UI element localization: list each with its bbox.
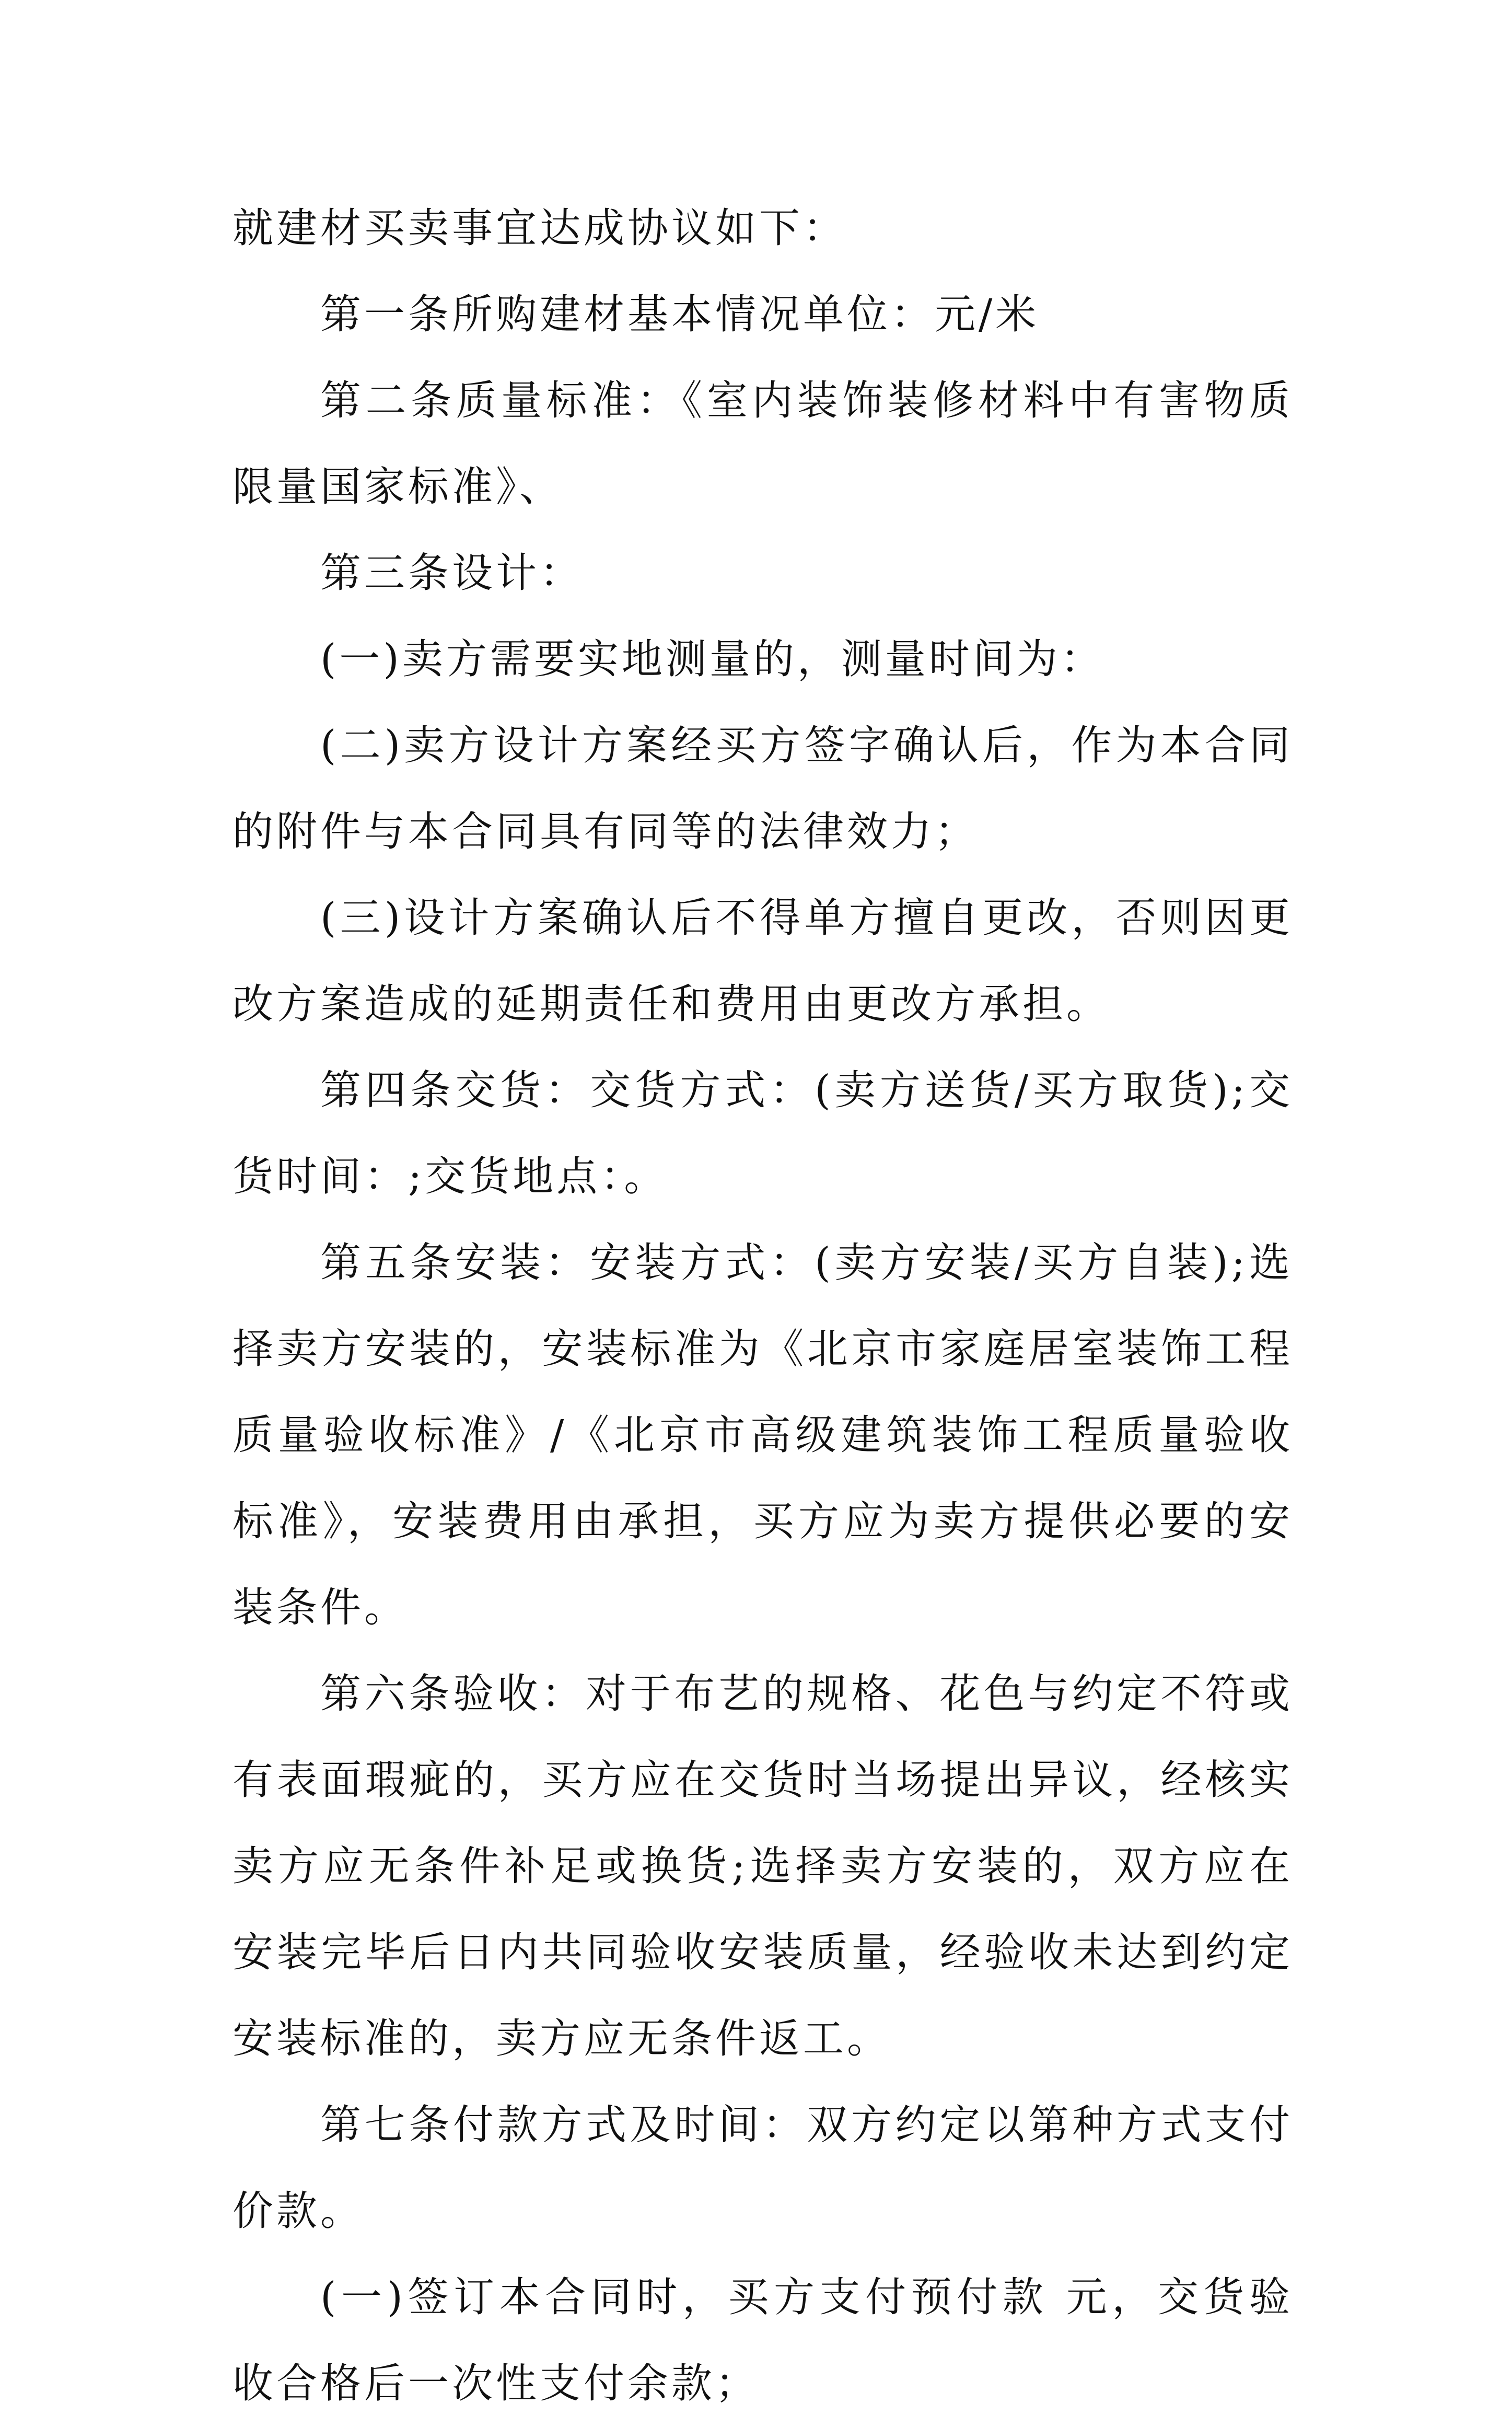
document-body <box>232 185 1293 2427</box>
paragraph-article-7-item-1: (一)签订本合同时，买方支付预付款 元，交货验收合格后一次性支付余款； <box>232 2274 1293 2407</box>
paragraph-article-4: 第四条交货：交货方式：(卖方送货/买方取货);交货时间：;交货地点：。 <box>232 1067 1293 1200</box>
paragraph-article-5: 第五条安装：安装方式：(卖方安装/买方自装);选择卖方安装的，安装标准为《北京市家庭居室装饰工程质量验收标准》/《北京市高级建筑装饰工程质量验收标准》，安装费用由承担，买方应为卖方提供必要的安装条件。 <box>232 1239 1293 1631</box>
paragraph-article-3-item-3: (三)设计方案确认后不得单方擅自更改，否则因更改方案造成的延期责任和费用由更改方承担。 <box>232 895 1293 1028</box>
paragraph-article-1: 第一条所购建材基本情况单位：元/米 <box>320 291 1040 338</box>
paragraph-article-6: 第六条验收：对于布艺的规格、花色与约定不符或有表面瑕疵的，买方应在交货时当场提出异议，经核实卖方应无条件补足或换货;选择卖方安装的，双方应在安装完毕后日内共同验收安装质量，经验收未达到约定安装标准的，卖方应无条件返工。 <box>232 1670 1293 2062</box>
paragraph-article-3: 第三条设计： <box>320 550 584 597</box>
paragraph-article-7: 第七条付款方式及时间：双方约定以第种方式支付价款。 <box>232 2101 1293 2235</box>
paragraph-intro: 就建材买卖事宜达成协议如下： <box>232 205 847 252</box>
paragraph-article-2: 第二条质量标准：《室内装饰装修材料中有害物质限量国家标准》、 <box>232 377 1293 510</box>
paragraph-article-3-item-2: (二)卖方设计方案经买方签字确认后，作为本合同的附件与本合同具有同等的法律效力； <box>232 722 1293 855</box>
paragraph-article-3-item-1: (一)卖方需要实地测量的，测量时间为： <box>320 636 1104 683</box>
